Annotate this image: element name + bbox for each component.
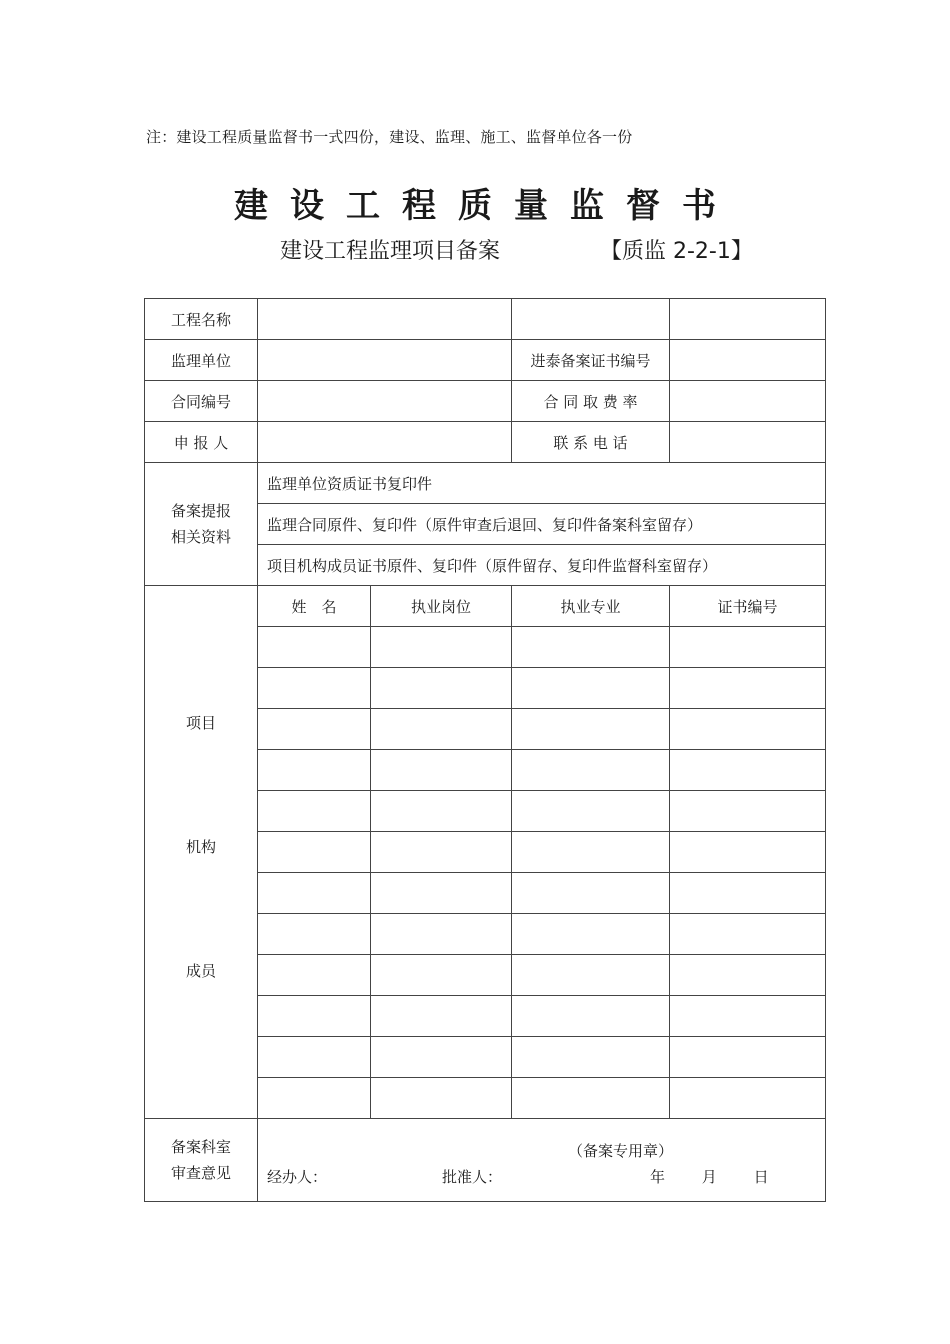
label-members bbox=[145, 586, 258, 1119]
label-contract-no: 合同编号 bbox=[145, 381, 258, 422]
member-specialty-cell[interactable] bbox=[512, 996, 670, 1037]
member-position-cell[interactable] bbox=[371, 709, 512, 750]
member-name-cell[interactable] bbox=[258, 1037, 371, 1078]
label-review bbox=[145, 1119, 258, 1202]
review-opinion-cell[interactable] bbox=[258, 1119, 826, 1202]
supervision-form-table bbox=[144, 298, 826, 1202]
date-fields bbox=[650, 1166, 801, 1187]
member-position-cell[interactable] bbox=[371, 668, 512, 709]
member-position-cell[interactable] bbox=[371, 832, 512, 873]
member-cert-cell[interactable] bbox=[670, 791, 826, 832]
form-note: 注：建设工程质量监督书一式四份，建设、监理、施工、监督单位各一份 bbox=[146, 128, 633, 146]
member-name-cell[interactable] bbox=[258, 914, 371, 955]
member-cert-cell[interactable] bbox=[670, 832, 826, 873]
member-specialty-cell[interactable] bbox=[512, 668, 670, 709]
member-specialty-cell[interactable] bbox=[512, 1078, 670, 1119]
member-cert-cell[interactable] bbox=[670, 996, 826, 1037]
member-position-cell[interactable] bbox=[371, 996, 512, 1037]
member-cert-cell[interactable] bbox=[670, 750, 826, 791]
member-position-cell[interactable] bbox=[371, 955, 512, 996]
member-name-cell[interactable] bbox=[258, 1078, 371, 1119]
member-specialty-cell[interactable] bbox=[512, 873, 670, 914]
member-name-cell[interactable] bbox=[258, 750, 371, 791]
member-cert-cell[interactable] bbox=[670, 1037, 826, 1078]
handler-label: 经办人： bbox=[267, 1168, 328, 1186]
input-cert-number[interactable] bbox=[670, 340, 826, 381]
review-content bbox=[258, 1120, 825, 1200]
page-subtitle: 建设工程监理项目备案 bbox=[280, 239, 501, 264]
input-applicant[interactable] bbox=[258, 422, 512, 463]
input-contract-no[interactable] bbox=[258, 381, 512, 422]
material-item: 监理单位资质证书复印件 bbox=[258, 463, 826, 504]
label-fee-rate: 合 同 取 费 率 bbox=[512, 381, 670, 422]
form-code: 【质监 2-2-1】 bbox=[600, 239, 753, 264]
member-cert-cell[interactable] bbox=[670, 668, 826, 709]
input-project-name-extra-2[interactable] bbox=[670, 299, 826, 340]
month-label: 月 bbox=[701, 1168, 717, 1186]
member-position-cell[interactable] bbox=[371, 1078, 512, 1119]
header-position: 执业岗位 bbox=[371, 586, 512, 627]
label-review-line1: 备案科室 bbox=[170, 1138, 231, 1156]
day-label: 日 bbox=[753, 1168, 769, 1186]
member-specialty-cell[interactable] bbox=[512, 750, 670, 791]
member-cert-cell[interactable] bbox=[670, 709, 826, 750]
member-specialty-cell[interactable] bbox=[512, 914, 670, 955]
review-row bbox=[145, 1119, 826, 1202]
input-fee-rate[interactable] bbox=[670, 381, 826, 422]
material-item: 监理合同原件、复印件（原件审查后退回、复印件备案科室留存） bbox=[258, 504, 826, 545]
row-supervision-unit bbox=[145, 340, 826, 381]
member-position-cell[interactable] bbox=[371, 627, 512, 668]
member-name-cell[interactable] bbox=[258, 709, 371, 750]
member-position-cell[interactable] bbox=[371, 750, 512, 791]
header-cert-no: 证书编号 bbox=[670, 586, 826, 627]
member-specialty-cell[interactable] bbox=[512, 709, 670, 750]
member-name-cell[interactable] bbox=[258, 668, 371, 709]
member-specialty-cell[interactable] bbox=[512, 1037, 670, 1078]
label-project-name: 工程名称 bbox=[145, 299, 258, 340]
input-project-name-extra[interactable] bbox=[512, 299, 670, 340]
row-contract bbox=[145, 381, 826, 422]
label-members-1: 项目 bbox=[185, 714, 216, 732]
member-cert-cell[interactable] bbox=[670, 914, 826, 955]
member-specialty-cell[interactable] bbox=[512, 791, 670, 832]
label-phone: 联 系 电 话 bbox=[512, 422, 670, 463]
row-applicant bbox=[145, 422, 826, 463]
member-cert-cell[interactable] bbox=[670, 627, 826, 668]
input-project-name[interactable] bbox=[258, 299, 512, 340]
label-members-3: 成员 bbox=[185, 962, 216, 980]
label-supervision-unit: 监理单位 bbox=[145, 340, 258, 381]
header-specialty: 执业专业 bbox=[512, 586, 670, 627]
member-name-cell[interactable] bbox=[258, 627, 371, 668]
member-name-cell[interactable] bbox=[258, 996, 371, 1037]
member-position-cell[interactable] bbox=[371, 914, 512, 955]
member-specialty-cell[interactable] bbox=[512, 627, 670, 668]
member-cert-cell[interactable] bbox=[670, 1078, 826, 1119]
label-members-2: 机构 bbox=[185, 838, 216, 856]
label-materials-line1: 备案提报 bbox=[170, 502, 231, 520]
row-materials-1 bbox=[145, 463, 826, 504]
label-cert-number: 进泰备案证书编号 bbox=[512, 340, 670, 381]
member-cert-cell[interactable] bbox=[670, 955, 826, 996]
member-name-cell[interactable] bbox=[258, 791, 371, 832]
member-position-cell[interactable] bbox=[371, 791, 512, 832]
label-review-line2: 审查意见 bbox=[170, 1164, 231, 1182]
member-specialty-cell[interactable] bbox=[512, 832, 670, 873]
label-applicant: 申 报 人 bbox=[145, 422, 258, 463]
approver-label: 批准人： bbox=[442, 1168, 503, 1186]
members-header-row bbox=[145, 586, 826, 627]
member-position-cell[interactable] bbox=[371, 1037, 512, 1078]
material-item: 项目机构成员证书原件、复印件（原件留存、复印件监督科室留存） bbox=[258, 545, 826, 586]
input-supervision-unit[interactable] bbox=[258, 340, 512, 381]
label-materials-line2: 相关资料 bbox=[170, 528, 231, 546]
input-phone[interactable] bbox=[670, 422, 826, 463]
header-name: 姓 名 bbox=[258, 586, 371, 627]
member-name-cell[interactable] bbox=[258, 873, 371, 914]
member-specialty-cell[interactable] bbox=[512, 955, 670, 996]
member-name-cell[interactable] bbox=[258, 955, 371, 996]
seal-text: （备案专用章） bbox=[568, 1142, 674, 1160]
row-project-name bbox=[145, 299, 826, 340]
page-title: 建设工程质量监督书 bbox=[234, 186, 738, 226]
label-materials bbox=[145, 463, 258, 586]
year-label: 年 bbox=[650, 1168, 666, 1186]
member-cert-cell[interactable] bbox=[670, 873, 826, 914]
member-name-cell[interactable] bbox=[258, 832, 371, 873]
member-position-cell[interactable] bbox=[371, 873, 512, 914]
